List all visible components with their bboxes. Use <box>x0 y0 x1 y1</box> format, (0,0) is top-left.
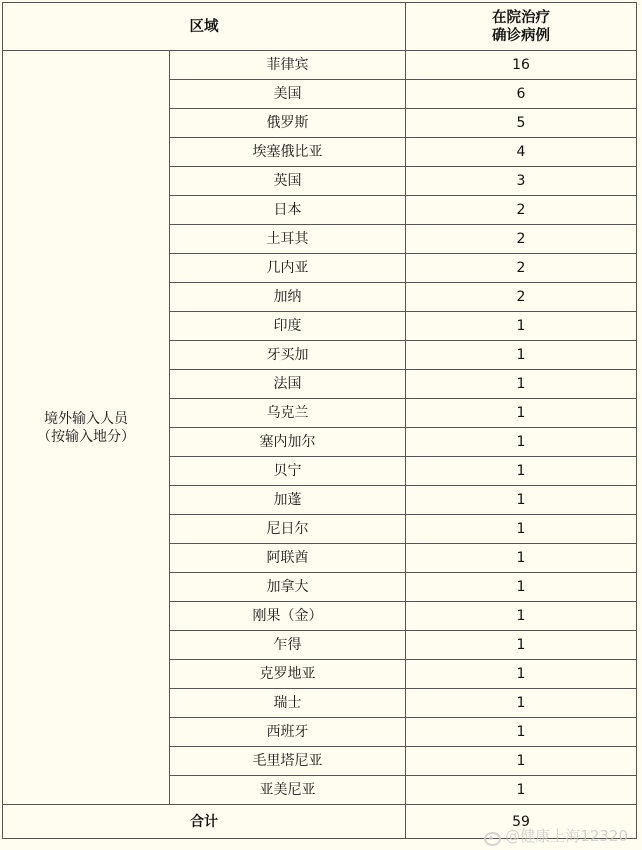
count-cell: 1 <box>406 515 637 544</box>
header-cases-line1: 在院治疗 <box>492 9 550 26</box>
country-cell: 英国 <box>170 167 406 196</box>
group-label-line2: （按输入地分） <box>37 428 135 445</box>
count-cell: 16 <box>406 51 637 80</box>
country-cell: 土耳其 <box>170 225 406 254</box>
count-cell: 2 <box>406 283 637 312</box>
header-region: 区域 <box>3 3 406 51</box>
count-cell: 1 <box>406 341 637 370</box>
case-table <box>2 2 637 839</box>
count-cell: 1 <box>406 370 637 399</box>
table-header-row <box>3 3 637 51</box>
count-cell: 4 <box>406 138 637 167</box>
count-cell: 1 <box>406 747 637 776</box>
country-cell: 法国 <box>170 370 406 399</box>
weibo-watermark <box>483 825 628 846</box>
count-cell: 2 <box>406 254 637 283</box>
total-label: 合计 <box>3 805 406 839</box>
count-cell: 1 <box>406 573 637 602</box>
country-cell: 几内亚 <box>170 254 406 283</box>
table-row <box>3 51 637 80</box>
country-cell: 毛里塔尼亚 <box>170 747 406 776</box>
country-cell: 刚果（金） <box>170 602 406 631</box>
country-cell: 加蓬 <box>170 486 406 515</box>
country-cell: 埃塞俄比亚 <box>170 138 406 167</box>
count-cell: 1 <box>406 457 637 486</box>
country-cell: 贝宁 <box>170 457 406 486</box>
country-cell: 瑞士 <box>170 689 406 718</box>
group-label <box>3 51 170 805</box>
count-cell: 1 <box>406 660 637 689</box>
country-cell: 加拿大 <box>170 573 406 602</box>
country-cell: 乍得 <box>170 631 406 660</box>
count-cell: 2 <box>406 225 637 254</box>
header-cases-line2: 确诊病例 <box>492 27 550 44</box>
count-cell: 5 <box>406 109 637 138</box>
country-cell: 乌克兰 <box>170 399 406 428</box>
country-cell: 塞内加尔 <box>170 428 406 457</box>
count-cell: 1 <box>406 631 637 660</box>
country-cell: 亚美尼亚 <box>170 776 406 805</box>
country-cell: 加纳 <box>170 283 406 312</box>
count-cell: 1 <box>406 689 637 718</box>
count-cell: 6 <box>406 80 637 109</box>
header-cases <box>406 3 637 51</box>
country-cell: 日本 <box>170 196 406 225</box>
country-cell: 美国 <box>170 80 406 109</box>
country-cell: 克罗地亚 <box>170 660 406 689</box>
watermark-text: @健康上海12320 <box>505 827 628 845</box>
total-value: 59 <box>406 805 637 839</box>
country-cell: 俄罗斯 <box>170 109 406 138</box>
count-cell: 1 <box>406 428 637 457</box>
count-cell: 1 <box>406 776 637 805</box>
count-cell: 1 <box>406 312 637 341</box>
weibo-icon <box>483 829 501 843</box>
country-cell: 菲律宾 <box>170 51 406 80</box>
count-cell: 3 <box>406 167 637 196</box>
country-cell: 尼日尔 <box>170 515 406 544</box>
count-cell: 2 <box>406 196 637 225</box>
country-cell: 阿联酋 <box>170 544 406 573</box>
country-cell: 西班牙 <box>170 718 406 747</box>
count-cell: 1 <box>406 544 637 573</box>
count-cell: 1 <box>406 718 637 747</box>
country-cell: 印度 <box>170 312 406 341</box>
count-cell: 1 <box>406 602 637 631</box>
count-cell: 1 <box>406 486 637 515</box>
country-cell: 牙买加 <box>170 341 406 370</box>
count-cell: 1 <box>406 399 637 428</box>
group-label-line1: 境外输入人员 <box>44 410 128 427</box>
